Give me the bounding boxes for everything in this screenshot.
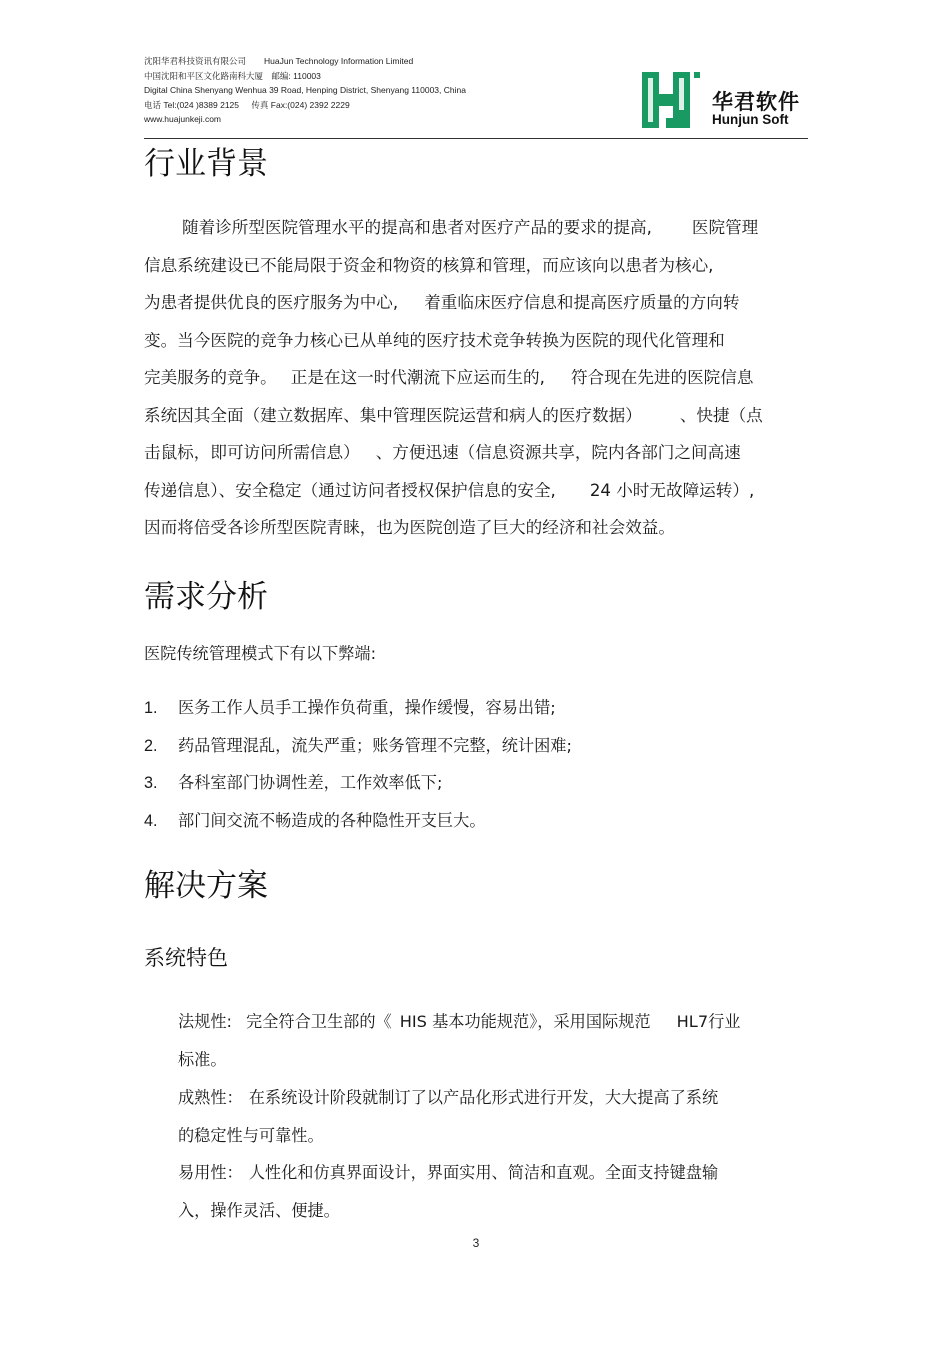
fax-label: 传真	[251, 99, 269, 110]
address-en-line: Digital China Shenyang Wenhua 39 Road, Henping District, Shenyang 110003, China	[144, 85, 466, 96]
text-run: HIS 基本功能规范》，采用国际规范	[399, 1012, 651, 1031]
feature-line	[178, 1079, 818, 1117]
page-number: 3	[472, 1236, 480, 1250]
hj-logo-icon	[640, 68, 704, 132]
text-run: 、快捷（点	[679, 405, 763, 425]
address-cn-line	[144, 69, 624, 84]
para-line	[144, 434, 808, 472]
para-line: 变。当今医院的竞争力核心已从单纯的医疗技术竞争转换为医院的现代化管理和	[144, 330, 725, 350]
feature-maturity	[178, 1079, 818, 1154]
contact-line	[144, 98, 624, 113]
para-line	[144, 472, 808, 510]
letterhead-text	[144, 54, 624, 127]
background-paragraph	[144, 209, 808, 547]
list-item	[144, 810, 808, 848]
section-title-solution: 解决方案	[144, 868, 268, 904]
analysis-intro: 医院传统管理模式下有以下弊端:	[144, 644, 377, 663]
feature-compliance	[178, 1003, 818, 1078]
list-number: 1.	[144, 699, 158, 717]
list-item	[144, 735, 808, 773]
text-run: 人性化和仿真界面设计，界面实用、简洁和直观。全面支持键盘输	[248, 1163, 719, 1182]
feature-line: 标准。	[178, 1049, 227, 1069]
para-line	[144, 397, 808, 435]
feature-line	[178, 1154, 818, 1192]
text-run: 随着诊所型医院管理水平的提高和患者对医疗产品的要求的提高,	[182, 218, 652, 237]
logo-text-en: Hunjun Soft	[712, 112, 789, 127]
text-run: 24 小时无故障运转）,	[589, 480, 755, 500]
section-title-analysis: 需求分析	[144, 579, 268, 615]
para-line	[144, 359, 808, 397]
feature-line: 入，操作灵活、便捷。	[178, 1200, 340, 1220]
company-logo	[640, 68, 810, 134]
list-item	[144, 772, 808, 810]
phone-number: Tel:(024 )8389 2125	[163, 99, 240, 110]
para-line: 因而将倍受各诊所型医院青睐，也为医院创造了巨大的经济和社会效益。	[144, 518, 675, 537]
para-line	[144, 209, 808, 247]
para-line	[144, 284, 808, 322]
text-run: 医院管理	[691, 218, 759, 237]
company-name-en: HuaJun Technology Information Limited	[264, 56, 414, 66]
list-text: 各科室部门协调性差，工作效率低下;	[178, 773, 443, 792]
text-run: 完全符合卫生部的《	[246, 1012, 392, 1031]
text-run: 着重临床医疗信息和提高医疗质量的方向转	[424, 293, 740, 312]
drawbacks-list	[144, 697, 808, 847]
text-run: 系统因其全面（建立数据库、集中管理医院运营和病人的医疗数据）	[144, 405, 642, 425]
feature-label: 成熟性：	[178, 1088, 243, 1107]
list-text: 医务工作人员手工操作负荷重，操作缓慢，容易出错;	[178, 698, 556, 717]
postcode: 110003	[293, 70, 321, 81]
list-number: 4.	[144, 811, 158, 830]
list-number: 3.	[144, 774, 158, 792]
postcode-label: 邮编:	[271, 70, 291, 81]
text-run: HL7行业	[676, 1012, 741, 1031]
text-run: 完美服务的竞争。	[144, 368, 277, 387]
logo-text-cn: 华君软件	[712, 90, 800, 114]
text-run: 传递信息）、安全稳定（通过访问者授权保护信息的安全,	[144, 480, 556, 500]
list-text: 部门间交流不畅造成的各种隐性开支巨大。	[178, 810, 486, 830]
company-name-cn: 沈阳华君科技资讯有限公司	[144, 56, 247, 66]
subsection-title-features: 系统特色	[144, 946, 228, 970]
feature-line	[178, 1003, 818, 1041]
text-run: 在系统设计阶段就制订了以产品化形式进行开发，大大提高了系统	[248, 1088, 719, 1107]
phone-label: 电话	[144, 99, 162, 110]
text-run: 击鼠标，即可访问所需信息）	[144, 443, 360, 462]
feature-label: 易用性：	[178, 1163, 243, 1182]
list-text: 药品管理混乱，流失严重；账务管理不完整，统计困难;	[178, 735, 572, 755]
section-title-background: 行业背景	[144, 146, 268, 182]
website-link[interactable]: www.huajunkeji.com	[144, 114, 222, 125]
para-line: 信息系统建设已不能局限于资金和物资的核算和管理，而应该向以患者为核心,	[144, 255, 714, 275]
fax-number: Fax:(024) 2392 2229	[270, 99, 350, 110]
header-divider	[144, 138, 808, 139]
feature-usability	[178, 1154, 818, 1229]
list-number: 2.	[144, 736, 158, 755]
text-run: 为患者提供优良的医疗服务为中心,	[144, 293, 399, 312]
text-run: 、方便迅速（信息资源共享，院内各部门之间高速	[375, 443, 741, 462]
text-run: 正是在这一时代潮流下应运而生的,	[290, 368, 545, 387]
company-line	[144, 54, 624, 69]
feature-line: 的稳定性与可靠性。	[178, 1125, 324, 1145]
address-cn: 中国沈阳和平区文化路南科大厦	[144, 70, 264, 81]
text-run: 符合现在先进的医院信息	[570, 368, 754, 387]
feature-label: 法规性:	[178, 1012, 233, 1031]
list-item	[144, 697, 808, 735]
